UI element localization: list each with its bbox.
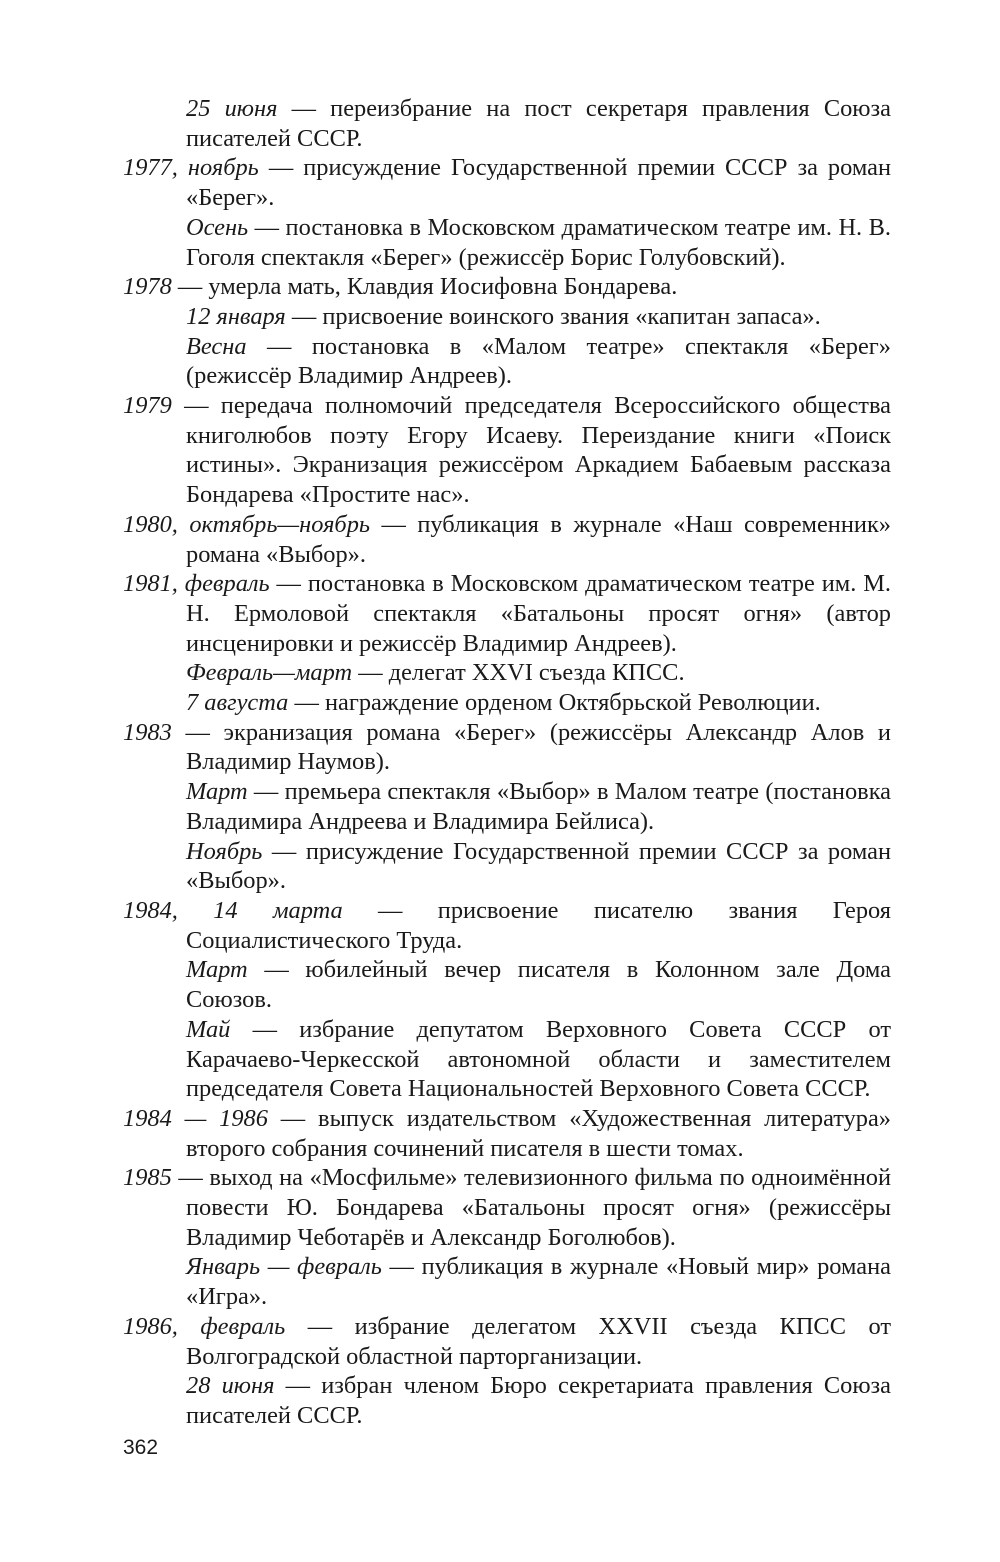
chronology-entry: 1983 — экранизация романа «Берег» (режиссёры Александр Алов и Владимир Наумов). [123,718,891,776]
chronology-entry: Январь — февраль — публикация в журнале «Новый мир» романа «Игра». [186,1253,891,1311]
entry-date: Январь — февраль [186,1253,382,1281]
page-number: 362 [123,1436,159,1459]
chronology-entry: 7 августа — награждение орденом Октябрьской Революции. [186,689,821,717]
entry-date: 12 января [186,302,286,330]
entry-date: 1981, февраль [123,570,270,598]
entry-text: умерла мать, Клавдия Иосифовна Бондарева. [208,273,678,301]
entry-date: 1984 — 1986 [123,1104,268,1132]
entry-date: Осень [186,213,249,241]
entry-text: избрание делегатом XXVII съезда КПСС от Волгоградской областной парторганизации. [186,1312,891,1370]
entry-date: 1977, ноябрь [123,154,259,182]
entry-text: присвоение писателю звания Героя Социалистического Труда. [186,896,891,954]
entry-date: 1984, 14 марта [123,896,343,924]
entry-text: переизбрание на пост секретаря правления Союза писателей СССР. [186,95,891,152]
entry-text: выход на «Мосфильме» телевизионного фильма по одноимённой повести Ю. Бондарева «Батальоны просят огня» (режиссёры Владимир Чеботарёв и Александр Боголюбов). [186,1164,891,1251]
entry-text: награждение орденом Октябрьской Революции. [324,689,821,717]
entry-date: 1983 [123,718,172,746]
entry-date: Ноябрь [186,837,263,865]
chronology-entry: Осень — постановка в Московском драматическом театре им. Н. В. Гоголя спектакля «Берег» (режиссёр Борис Голубовский). [186,213,892,271]
entry-text: избрание депутатом Верховного Совета СССР от Карачаево-Черкесской автономной области и заместителем председателя Совета Национальностей Верховного Совета СССР. [186,1015,891,1103]
entry-text: публикация в журнале «Наш современник» романа «Выбор». [186,510,892,568]
chronology-entry: Весна — постановка в «Малом театре» спектакля «Берег» (режиссёр Владимир Андреев). [186,332,891,390]
entry-date: Весна [186,332,247,360]
chronology-entry: Март — премьера спектакля «Выбор» в Малом театре (постановка Владимира Андреева и Владимира Бейлиса). [186,778,891,835]
entry-text: передача полномочий председателя Всероссийского общества книголюбов поэту Егору Исаеву. Переиздание книги «Поиск истины». Экранизация режиссёром Аркадием Бабаевым рассказа Бондарева «Простите нас». [186,392,891,509]
entry-date: 28 июня [186,1372,275,1400]
chronology-entry: 1981, февраль — постановка в Московском драматическом театре им. М. Н. Ермоловой спектакля «Батальоны просят огня» (автор инсценировки и режиссёр Владимир Андреев). [123,570,891,657]
entry-date: 25 июня [186,95,278,122]
entry-text: избран членом Бюро секретариата правления Союза писателей СССР. [186,1372,891,1429]
chronology-entry: 1980, октябрь—ноябрь — публикация в журнале «Наш современник» романа «Выбор». [123,510,892,568]
entry-text: присуждение Государственной премии СССР за роман «Берег». [186,154,892,212]
entry-date: 1985 [123,1164,172,1192]
entry-date: 1978 [123,273,172,301]
chronology-entry: Ноябрь — присуждение Государственной премии СССР за роман «Выбор». [186,837,891,895]
chronology-entry: 12 января — присвоение воинского звания «капитан запаса». [186,302,821,330]
entry-text: постановка в «Малом театре» спектакля «Берег» (режиссёр Владимир Андреев). [186,332,891,390]
entry-date: Май [186,1015,231,1043]
entry-text: постановка в Московском драматическом театре им. Н. В. Гоголя спектакля «Берег» (режиссёр Борис Голубовский). [186,213,892,271]
entry-text: публикация в журнале «Новый мир» романа «Игра». [186,1253,891,1311]
chronology-entry: 28 июня — избран членом Бюро секретариата правления Союза писателей СССР. [186,1372,891,1429]
chronology-entry: 1986, февраль — избрание делегатом XXVII съезда КПСС от Волгоградской областной парторганизации. [123,1312,891,1370]
entry-date: Февраль—март [186,659,353,687]
chronology-entry: Май — избрание депутатом Верховного Совета СССР от Карачаево-Черкесской автономной области и заместителем председателя Совета Национальностей Верховного Совета СССР. [186,1015,891,1103]
chronology-entry: 1977, ноябрь — присуждение Государственной премии СССР за роман «Берег». [123,154,892,212]
entry-date: Март [186,778,248,806]
chronology-entry: 1985 — выход на «Мосфильме» телевизионного фильма по одноимённой повести Ю. Бондарева «Батальоны просят огня» (режиссёры Владимир Чеботарёв и Александр Боголюбов). [123,1164,891,1251]
entry-date: 1986, февраль [123,1312,286,1340]
entry-date: 1980, октябрь—ноябрь [123,510,370,538]
chronology-entry: 1978 — умерла мать, Клавдия Иосифовна Бондарева. [123,273,678,301]
chronology-entry: 1984, 14 марта — присвоение писателю звания Героя Социалистического Труда. [123,896,891,954]
entry-text: присвоение воинского звания «капитан запаса». [322,302,821,330]
chronology-entry: 1979 — передача полномочий председателя Всероссийского общества книголюбов поэту Егору Исаеву. Переиздание книги «Поиск истины». Экранизация режиссёром Аркадием Бабаевым рассказа Бондарева «Простите нас». [123,392,891,509]
entry-text: премьера спектакля «Выбор» в Малом театре (постановка Владимира Андреева и Владимира Бейлиса). [186,778,891,835]
entry-text: присуждение Государственной премии СССР за роман «Выбор». [186,837,891,895]
chronology-entry: 25 июня — переизбрание на пост секретаря правления Союза писателей СССР. [186,95,891,152]
entry-text: юбилейный вечер писателя в Колонном зале Дома Союзов. [186,956,891,1014]
chronology-entry: Март — юбилейный вечер писателя в Колонном зале Дома Союзов. [186,956,891,1014]
chronology-entry: Февраль—март — делегат XXVI съезда КПСС. [186,659,685,687]
entry-text: выпуск издательством «Художественная литература» второго собрания сочинений писателя в шести томах. [186,1104,892,1162]
entry-date: 7 августа [186,689,289,717]
entry-date: 1979 [123,392,172,420]
chronology-entry: 1984 — 1986 — выпуск издательством «Художественная литература» второго собрания сочинений писателя в шести томах. [123,1104,892,1162]
entry-text: делегат XXVI съезда КПСС. [388,659,685,687]
entry-text: постановка в Московском драматическом театре им. М. Н. Ермоловой спектакля «Батальоны просят огня» (автор инсценировки и режиссёр Владимир Андреев). [186,570,891,657]
chronology-text [123,94,891,1431]
entry-date: Март [186,956,248,984]
entry-text: экранизация романа «Берег» (режиссёры Александр Алов и Владимир Наумов). [186,718,891,776]
